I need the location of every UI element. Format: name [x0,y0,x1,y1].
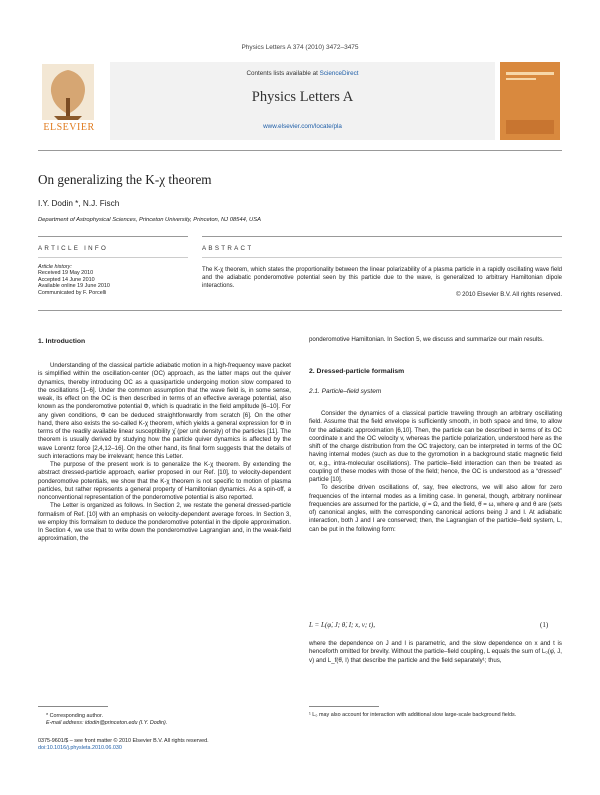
history-received: Received 19 May 2010 [38,270,94,277]
doi-link[interactable]: doi:10.1016/j.physleta.2010.06.030 [38,745,122,751]
right-paragraph-2: To describe driven oscillations of, say, free electrons, we will also allow for zero frequencies of the internal modes as a limiting case. In general, though, arbitrary nonlinear frequencies are assumed for the particle, φ̇ = Ω, and the field, θ̇ = ω, where φ and θ are (sets of) canonical angles, with the corresponding canonical actions being J and I. At adiabatic interaction, both J and I are conserved; then, the Lagrangian of the particle–field system, L, can be put in the following form: [309,484,562,533]
journal-title: Physics Letters A [251,89,354,105]
right-paragraph-0: ponderomotive Hamiltonian. In Section 5, we discuss and summarize our main results. [309,336,544,343]
intro-paragraph-1: Understanding of the classical particle adiabatic motion in a high-frequency wave packet is simplified within the oscillation-center (OC) approach, as the latter maps out the quiver dynamics, thereby introducing OC as a quasiparticle undergoing motion slow compared to the oscillations [1–6]. Under the common assumption that the wave field is, in some sense, weak, its effect on the OC is then described in terms of an effective average potential, also known as the ponderomotive potential Φ, which is quadratic in the field amplitude [6–10]. For any given conditions, Φ can be deduced straightforwardly from scratch [6]. On the other hand, there also exists the so-called K-χ theorem, which yields a general expression for Φ in terms of the readily available linear susceptibility χ̄ (per unit density) of the particles [11]. The theorem is usually derived by studying how the particle quiver dynamics is affected by the wave Lorentz force [2,4,12–16]. On the other hand, its final form suggests that the details of such interactions may be irrelevant; hence this Letter. [38,362,291,460]
abstract-heading: ABSTRACT [202,245,254,252]
abstract-subrule [202,257,562,258]
authors: I.Y. Dodin *, N.J. Fisch [38,199,120,208]
info-rule [38,236,188,237]
right-column-text [309,336,562,344]
right-paragraph-1: Consider the dynamics of a classical particle traveling through an arbitrary oscillating field. Assume that the field envelope is sufficiently smooth, in both space and time, to allow for the adiabatic approximation [6,10]. Then, the particle can be described in terms of its OC coordinate x and the OC velocity v, whereas the particle polarization, understood here as the shift of the charge distribution from the OC trajectory, can be interpreted in terms of the OC having internal modes (such as due to the gyromotion in a background static magnetic field or, e.g., intra-molecular oscillations). The particle–field interaction can then be treated as coupling of these modes with those of the field; hence, the OC is understood as a “dressed” particle [10]. [309,410,562,483]
abstract-bottom-rule [38,310,562,311]
subsection-2-1-title: 2.1. Particle–field system [309,388,382,395]
intro-paragraph-3: The Letter is organized as follows. In Section 2, we restate the general dressed-particle formalism of Ref. [10] with an emphasis on velocity-dependent average forces. In Section 3, we employ this formalism to deduce the ponderomotive potential in the dipole approximation. In Section 4, we use that to write down the ponderomotive Lagrangian and, in the weak-field approximation, the [38,502,291,543]
intro-paragraph-2: The purpose of the present work is to generalize the K-χ theorem. By extending the abstract dressed-particle approach, earlier proposed in our Ref. [10], to velocity-dependent ponderomotive potentials, we show that the K-χ theorem is not specific to motion of plasma particles, but rather represents a general property of Hamiltonian dynamics. As a spin-off, a nonconventional representation of the ponderomotive potential is also reported. [38,461,291,501]
history-accepted: Accepted 14 June 2010 [38,276,95,283]
right-column-body [309,410,562,534]
section-1-title: 1. Introduction [38,338,86,345]
article-title: On generalizing the K-χ theorem [38,172,212,187]
right-footnote-rule [309,706,379,707]
footnote-1: ¹ L₀ may also account for interaction with additional slow large-scale background fields. [309,712,517,718]
info-subrule [38,257,188,258]
journal-cover [500,62,560,140]
header-rule [38,150,562,151]
affiliation: Department of Astrophysical Sciences, Princeton University, Princeton, NJ 08544, USA [38,217,261,223]
section-2-title: 2. Dressed-particle formalism [309,368,405,375]
article-history [38,264,188,296]
publisher-name: ELSEVIER [43,122,95,133]
right-column-after-eq [309,640,562,665]
article-info-heading: ARTICLE INFO [38,245,109,252]
journal-url-link[interactable]: www.elsevier.com/locate/pla [263,123,342,130]
equation-1-number: (1) [540,621,549,629]
history-communicated: Communicated by F. Porcelli [38,289,107,296]
sciencedirect-link[interactable]: ScienceDirect [319,70,359,77]
equation-1: L = L(φ̇, J; θ̇, I; x, v; t), [309,621,375,629]
front-matter [38,738,291,752]
right-paragraph-3: where the dependence on J and I is parametric, and the slow dependence on x and t is henceforth omitted for brevity. Without the particle–field coupling, L equals the sum of L₀(φ̇, J, v) and L_f(θ̇, I) that describe the particle and the field separately¹; thus, [309,640,562,664]
history-label: Article history: [38,264,72,270]
journal-header [110,62,495,140]
email-note: E-mail address: idodin@princeton.edu (I.Y. Dodin). [46,720,168,726]
history-online: Available online 19 June 2010 [38,283,110,290]
elsevier-logo [38,62,98,134]
abstract-text: The K-χ theorem, which states the proportionality between the linear polarizability of a plasma particle in a rapidly oscillating wave field and the adiabatic ponderomotive potential seen by this particle due to the wave, is generalized to arbitrary Hamiltonian dipole interactions. [202,267,562,289]
left-footnote-rule [38,706,108,707]
abstract-copyright: © 2010 Elsevier B.V. All rights reserved. [456,292,562,298]
issn-line: 0375-9601/$ – see front matter © 2010 Elsevier B.V. All rights reserved. [38,738,209,744]
abstract-rule [202,236,562,237]
left-column-text [38,362,291,544]
corresponding-author-note: * Corresponding author. E-mail address: idodin@princeton.edu (I.Y. Dodin). [46,713,291,727]
running-head: Physics Letters A 374 (2010) 3472–3475 [241,44,359,51]
contents-line: Contents lists available at ScienceDirect [246,70,359,77]
